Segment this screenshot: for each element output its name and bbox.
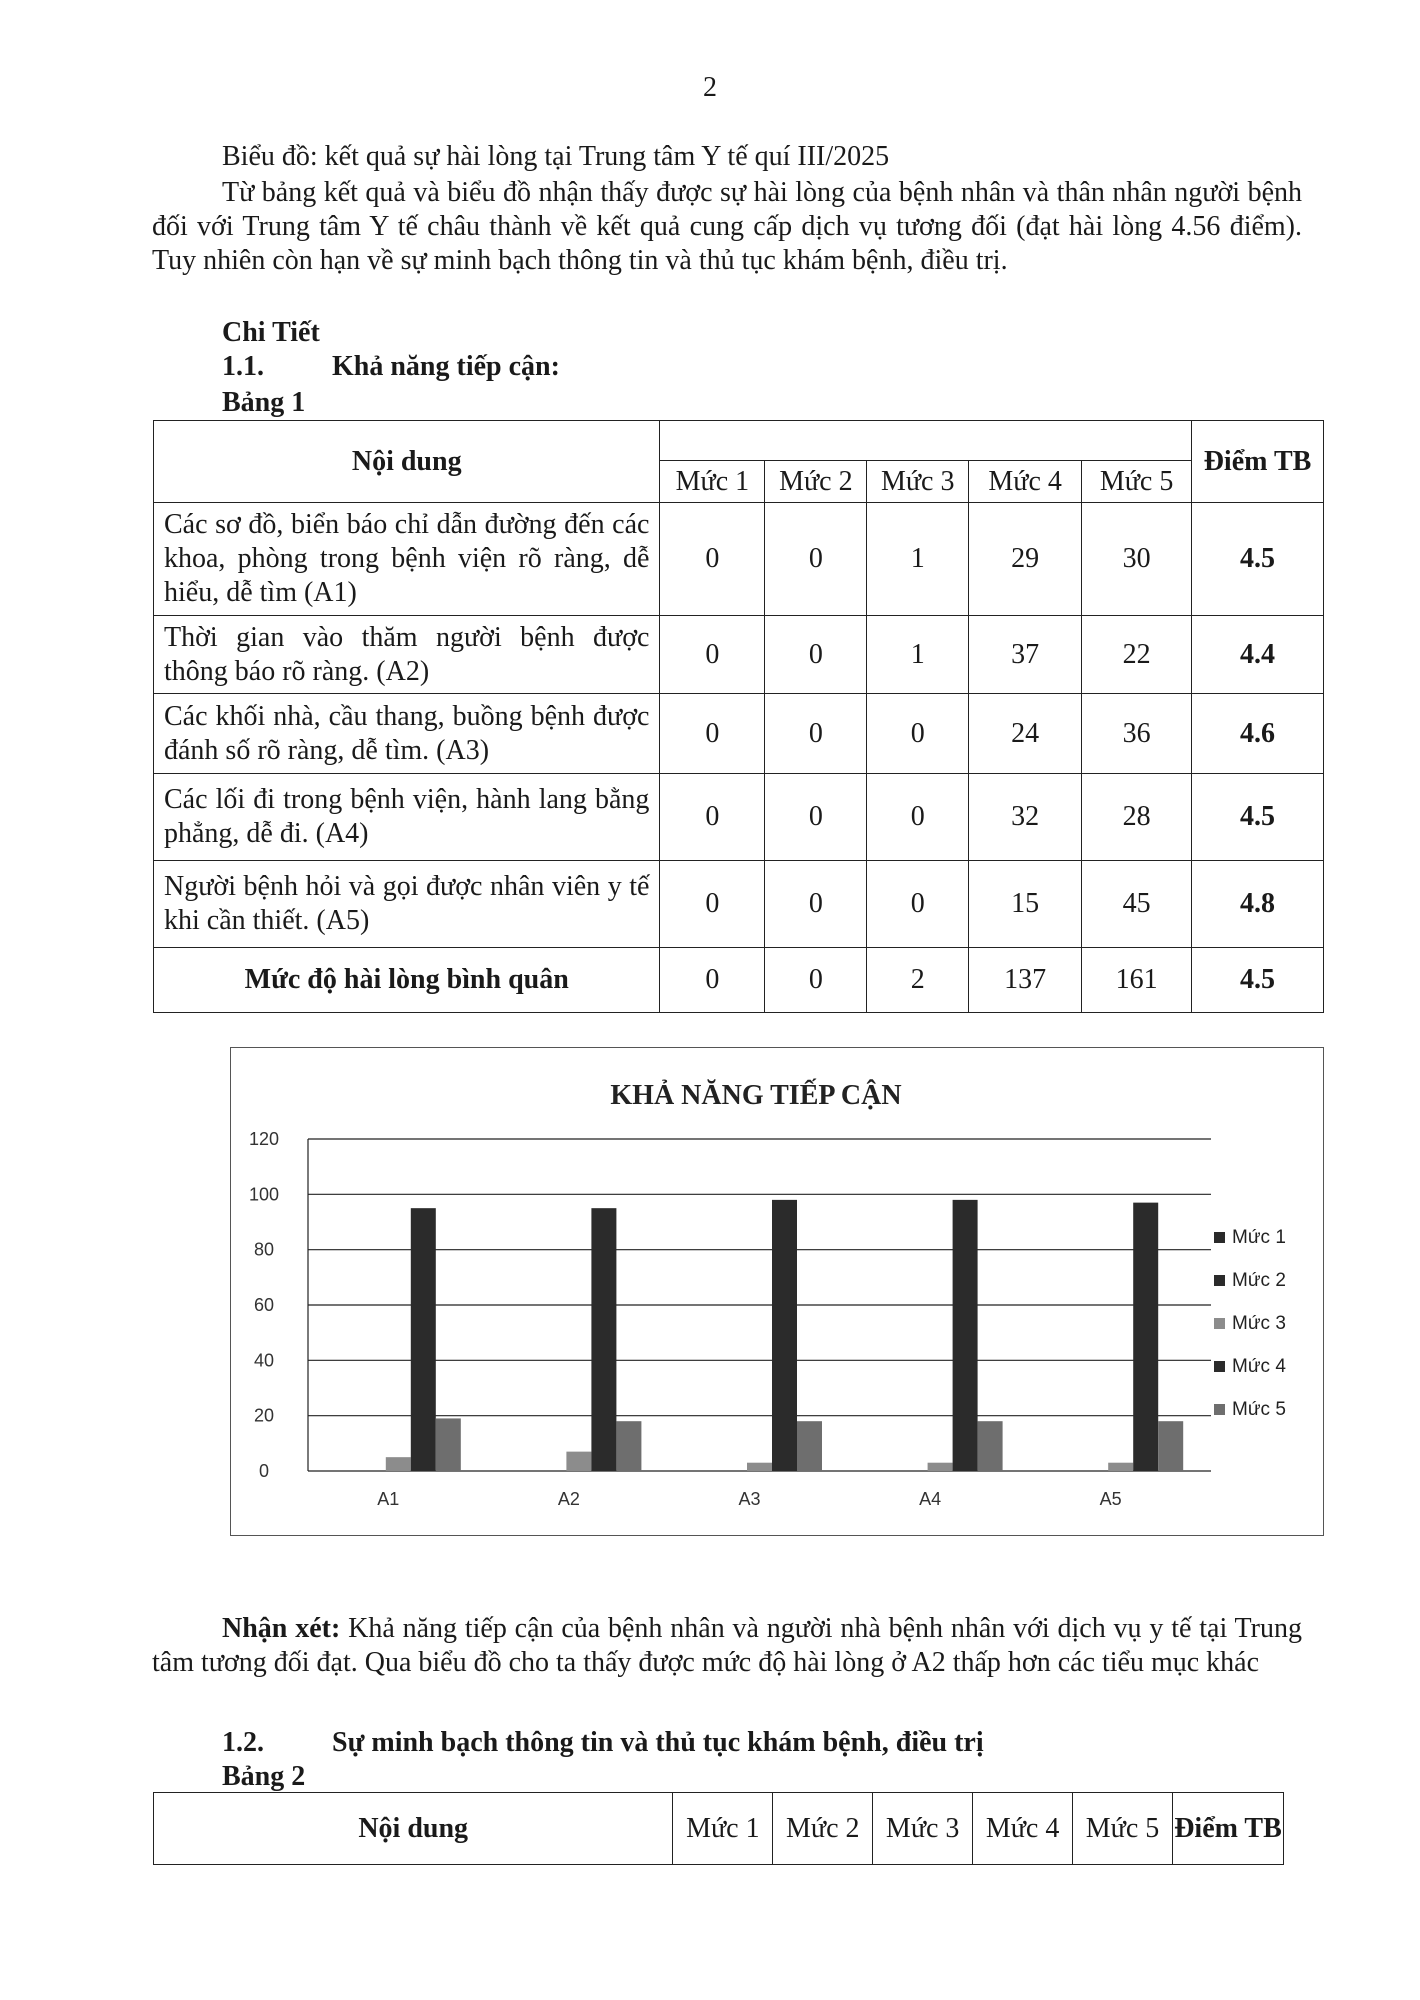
row-content: Các sơ đồ, biển báo chỉ dẫn đường đến các khoa, phòng trong bệnh viện rõ ràng, dễ hiểu, dễ tìm (A1): [154, 503, 660, 616]
y-tick-label: 40: [253, 1350, 275, 1371]
x-tick-label: A5: [1099, 1489, 1122, 1509]
row-value: 24: [969, 694, 1082, 774]
row-value: 0: [765, 616, 867, 694]
table-row: [154, 503, 1324, 616]
legend-swatch: [1214, 1404, 1225, 1415]
row-value: 0: [660, 503, 765, 616]
bar: [1158, 1421, 1183, 1471]
row-value: 0: [660, 694, 765, 774]
chart-caption: Biểu đồ: kết quả sự hài lòng tại Trung tâm Y tế quí III/2025: [222, 141, 890, 172]
table-row: [154, 774, 1324, 861]
legend-swatch: [1214, 1232, 1225, 1243]
row-content: Các lối đi trong bệnh viện, hành lang bằng phẳng, dễ đi. (A4): [154, 774, 660, 861]
legend-label: Mức 3: [1232, 1313, 1286, 1334]
total-value: 0: [765, 948, 867, 1013]
header-levels-group: [660, 421, 1192, 461]
total-value: 2: [867, 948, 969, 1013]
bar: [978, 1421, 1003, 1471]
y-tick-label: 60: [253, 1295, 275, 1315]
bar: [953, 1200, 978, 1471]
header-level-1: Mức 1: [673, 1793, 773, 1865]
x-tick-label: A1: [377, 1489, 400, 1509]
header-level-2: Mức 2: [765, 461, 867, 503]
table-1: [153, 420, 1324, 1013]
row-score: 4.5: [1192, 503, 1324, 616]
table-total-row: [154, 948, 1324, 1013]
header-level-3: Mức 3: [867, 461, 969, 503]
row-value: 22: [1082, 616, 1192, 694]
table1-label: Bảng 1: [222, 387, 306, 418]
legend-swatch: [1214, 1361, 1225, 1372]
total-score: 4.5: [1192, 948, 1324, 1013]
header-level-5: Mức 5: [1073, 1793, 1173, 1865]
total-value: 137: [969, 948, 1082, 1013]
y-tick-label: 100: [248, 1184, 280, 1205]
x-tick-label: A4: [919, 1489, 942, 1509]
total-content: Mức độ hài lòng bình quân: [154, 948, 660, 1013]
row-value: 0: [660, 774, 765, 861]
bar: [797, 1421, 822, 1471]
bar: [747, 1463, 772, 1471]
bar: [591, 1208, 616, 1471]
subsection-title: Khả năng tiếp cận:: [332, 351, 560, 382]
row-value: 30: [1082, 503, 1192, 616]
row-value: 28: [1082, 774, 1192, 861]
remark-label: Nhận xét:: [222, 1613, 341, 1644]
row-score: 4.8: [1192, 861, 1324, 948]
y-tick-label: 80: [253, 1239, 275, 1260]
row-content: Thời gian vào thăm người bệnh được thông báo rõ ràng. (A2): [154, 616, 660, 694]
row-value: 0: [765, 861, 867, 948]
header-score: Điểm TB: [1172, 1793, 1283, 1865]
y-tick-label: 120: [248, 1129, 280, 1149]
header-score: Điểm TB: [1192, 421, 1324, 503]
row-value: 0: [660, 861, 765, 948]
subsection-title: Sự minh bạch thông tin và thủ tục khám bệnh, điều trị: [332, 1727, 984, 1758]
header-level-5: Mức 5: [1082, 461, 1192, 503]
row-score: 4.4: [1192, 616, 1324, 694]
x-tick-label: A2: [557, 1489, 580, 1509]
header-level-1: Mức 1: [660, 461, 765, 503]
page-number: 2: [703, 72, 717, 103]
header-level-4: Mức 4: [973, 1793, 1073, 1865]
header-content: Nội dung: [154, 421, 660, 503]
row-value: 0: [867, 694, 969, 774]
intro-paragraph: Từ bảng kết quả và biểu đồ nhận thấy được sự hài lòng của bệnh nhân và thân nhân người bệnh đối với Trung tâm Y tế châu thành về kết quả cung cấp dịch vụ tương đối (đạt hài lòng 4.56 điểm). Tuy nhiên còn hạn về sự minh bạch thông tin và thủ tục khám bệnh, điều trị.: [152, 177, 1302, 276]
bar: [928, 1463, 953, 1471]
subsection-1-1: [152, 350, 1302, 384]
bar: [772, 1200, 797, 1471]
table2-label: Bảng 2: [222, 1761, 306, 1792]
row-value: 0: [765, 503, 867, 616]
table-2: [153, 1792, 1284, 1865]
row-score: 4.6: [1192, 694, 1324, 774]
row-value: 37: [969, 616, 1082, 694]
row-value: 0: [765, 774, 867, 861]
remark-text: Khả năng tiếp cận của bệnh nhân và người nhà bệnh nhân với dịch vụ y tế tại Trung tâm tương đối đạt. Qua biểu đồ cho ta thấy được mức độ hài lòng ở A2 thấp hơn các tiểu mục khác: [152, 1613, 1302, 1678]
row-value: 0: [660, 616, 765, 694]
y-tick-label: 0: [258, 1461, 270, 1481]
row-content: Người bệnh hỏi và gọi được nhân viên y tế khi cần thiết. (A5): [154, 861, 660, 948]
row-value: 0: [867, 861, 969, 948]
row-value: 1: [867, 616, 969, 694]
chart-kha-nang-tiep-can: [230, 1047, 1324, 1536]
legend-label: Mức 2: [1232, 1270, 1286, 1291]
bar: [566, 1452, 591, 1471]
row-value: 36: [1082, 694, 1192, 774]
section-heading: Chi Tiết: [222, 317, 320, 348]
bar: [411, 1208, 436, 1471]
header-content: Nội dung: [154, 1793, 673, 1865]
chart-title: KHẢ NĂNG TIẾP CẬN: [610, 1080, 902, 1111]
bar-chart: [231, 1048, 1323, 1535]
bar: [1133, 1203, 1158, 1471]
total-value: 161: [1082, 948, 1192, 1013]
table-row: [154, 861, 1324, 948]
row-content: Các khối nhà, cầu thang, buồng bệnh được đánh số rõ ràng, dễ tìm. (A3): [154, 694, 660, 774]
row-value: 15: [969, 861, 1082, 948]
legend-label: Mức 4: [1232, 1356, 1286, 1377]
subsection-number: 1.2.: [222, 1727, 264, 1758]
bar: [386, 1457, 411, 1471]
x-tick-label: A3: [738, 1489, 761, 1509]
header-level-2: Mức 2: [773, 1793, 873, 1865]
subsection-1-2: [152, 1726, 1302, 1760]
table-row: [154, 694, 1324, 774]
row-value: 1: [867, 503, 969, 616]
row-score: 4.5: [1192, 774, 1324, 861]
remark-paragraph: [152, 1612, 1302, 1680]
row-value: 0: [867, 774, 969, 861]
table-row: [154, 616, 1324, 694]
total-value: 0: [660, 948, 765, 1013]
row-value: 45: [1082, 861, 1192, 948]
header-level-3: Mức 3: [873, 1793, 973, 1865]
row-value: 0: [765, 694, 867, 774]
row-value: 29: [969, 503, 1082, 616]
bar: [436, 1418, 461, 1471]
bar: [616, 1421, 641, 1471]
row-value: 32: [969, 774, 1082, 861]
header-level-4: Mức 4: [969, 461, 1082, 503]
legend-label: Mức 1: [1232, 1227, 1286, 1248]
legend-swatch: [1214, 1275, 1225, 1286]
subsection-number: 1.1.: [222, 351, 264, 382]
y-tick-label: 20: [253, 1405, 275, 1426]
bar: [1108, 1463, 1133, 1471]
legend-swatch: [1214, 1318, 1225, 1329]
legend-label: Mức 5: [1232, 1399, 1286, 1420]
